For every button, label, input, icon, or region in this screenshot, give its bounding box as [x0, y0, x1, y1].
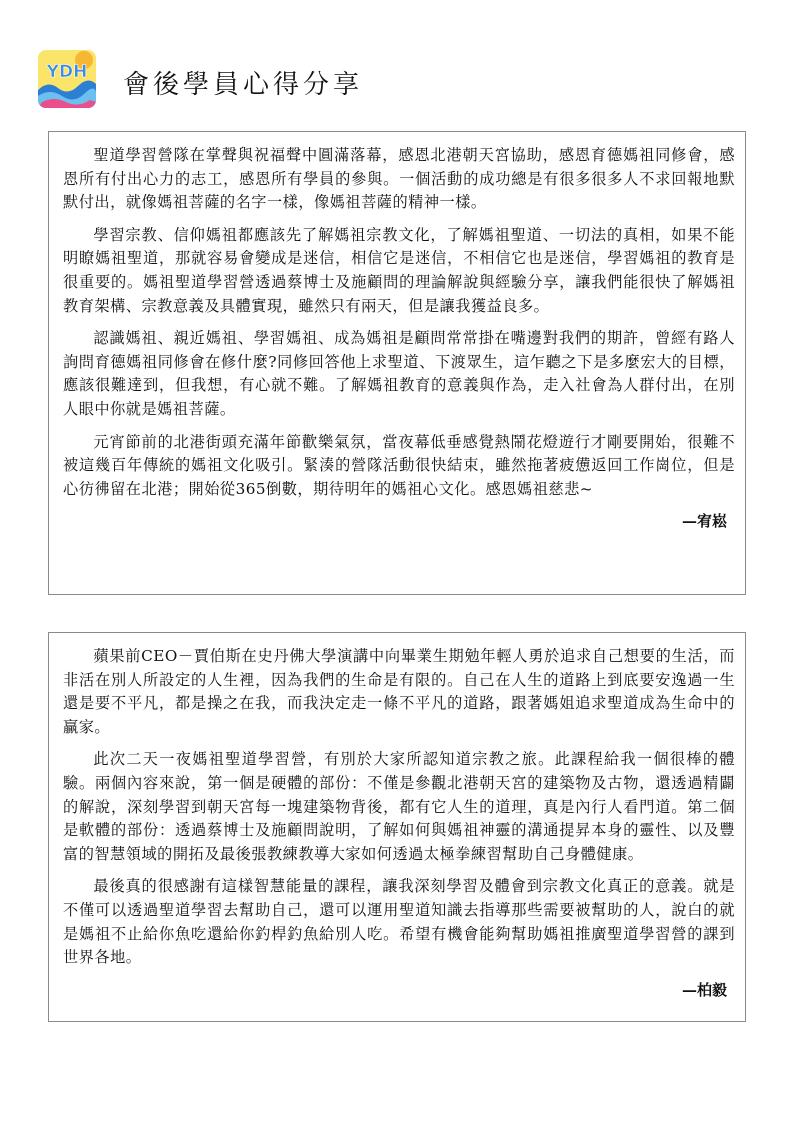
testimonial-paragraph: 元宵節前的北港街頭充滿年節歡樂氣氛，當夜幕低垂感覺熱鬧花燈遊行才剛要開始，很難不被這幾百年傳統的媽祖文化吸引。緊湊的營隊活動很快結束，雖然拖著疲憊返回工作崗位，但是心彷彿留在北港；開始從365倒數，期待明年的媽祖心文化。感恩媽祖慈悲~: [63, 432, 735, 498]
testimonial-paragraph: 認識媽祖、親近媽祖、學習媽祖、成為媽祖是顧問常常掛在嘴邊對我們的期許，曾經有路人詢問育德媽祖同修會在修什麼?同修回答他上求聖道、下渡眾生，這乍聽之下是多麼宏大的目標，應該很難達到，但我想，有心就不難。了解媽祖教育的意義與作為，走入社會為人群付出，在別人眼中你就是媽祖菩薩。: [63, 329, 735, 418]
testimonial-paragraph: 聖道學習營隊在掌聲與祝福聲中圓滿落幕，感恩北港朝天宮協助，感恩育德媽祖同修會，感恩所有付出心力的志工，感恩所有學員的參與。一個活動的成功總是有很多很多人不求回報地默默付出，就像媽祖菩薩的名字一樣，像媽祖菩薩的精神一樣。: [63, 146, 735, 212]
testimonial-box-1: [48, 131, 746, 595]
testimonial-paragraph: 學習宗教、信仰媽祖都應該先了解媽祖宗教文化，了解媽祖聖道、一切法的真相，如果不能明瞭媽祖聖道，那就容易會變成是迷信，相信它是迷信，不相信它也是迷信，學習媽祖的教育是很重要的。媽祖聖道學習營透過蔡博士及施顧問的理論解說與經驗分享，讓我們能很快了解媽祖教育架構、宗教意義及具體實現，雖然只有兩天，但是讓我獲益良多。: [63, 225, 735, 315]
testimonial-paragraph: 此次二天一夜媽祖聖道學習營，有別於大家所認知道宗教之旅。此課程給我一個很棒的體驗。兩個內容來說，第一個是硬體的部份：不僅是參觀北港朝天宮的建築物及古物，還透過精闢的解說，深刻學習到朝天宮每一塊建築物背後，都有它人生的道理，真是內行人看門道。第二個是軟體的部份：透過蔡博士及施顧問說明，了解如何與媽祖神靈的溝通提昇本身的靈性、以及豐富的智慧領域的開拓及最後張教練教導大家如何透過太極拳練習幫助自己身體健康。: [63, 750, 735, 863]
page-header: [38, 50, 738, 110]
ydh-logo: [38, 50, 96, 108]
ydh-logo-icon: [38, 50, 96, 108]
svg-text:YDH: YDH: [46, 62, 88, 82]
testimonial-box-2: [48, 632, 746, 1022]
testimonial-paragraph: 最後真的很感謝有這樣智慧能量的課程，讓我深刻學習及體會到宗教文化真正的意義。就是不僅可以透過聖道學習去幫助自己，還可以運用聖道知識去指導那些需要被幫助的人，說白的就是媽祖不止給你魚吃還給你釣桿釣魚給別人吃。希望有機會能夠幫助媽祖推廣聖道學習營的課到世界各地。: [63, 877, 735, 967]
page-title: 會後學員心得分享: [123, 70, 364, 100]
author-signature: —柏毅: [681, 980, 727, 999]
testimonial-paragraph: 蘋果前CEO－賈伯斯在史丹佛大學演講中向畢業生期勉年輕人勇於追求自己想要的生活，而非活在別人所設定的人生裡，因為我們的生命是有限的。自己在人生的道路上到底要安逸過一生還是要不平凡，都是操之在我，而我決定走一條不平凡的道路，跟著媽姐追求聖道成為生命中的贏家。: [63, 647, 735, 736]
author-signature: —宥崧: [681, 512, 727, 531]
